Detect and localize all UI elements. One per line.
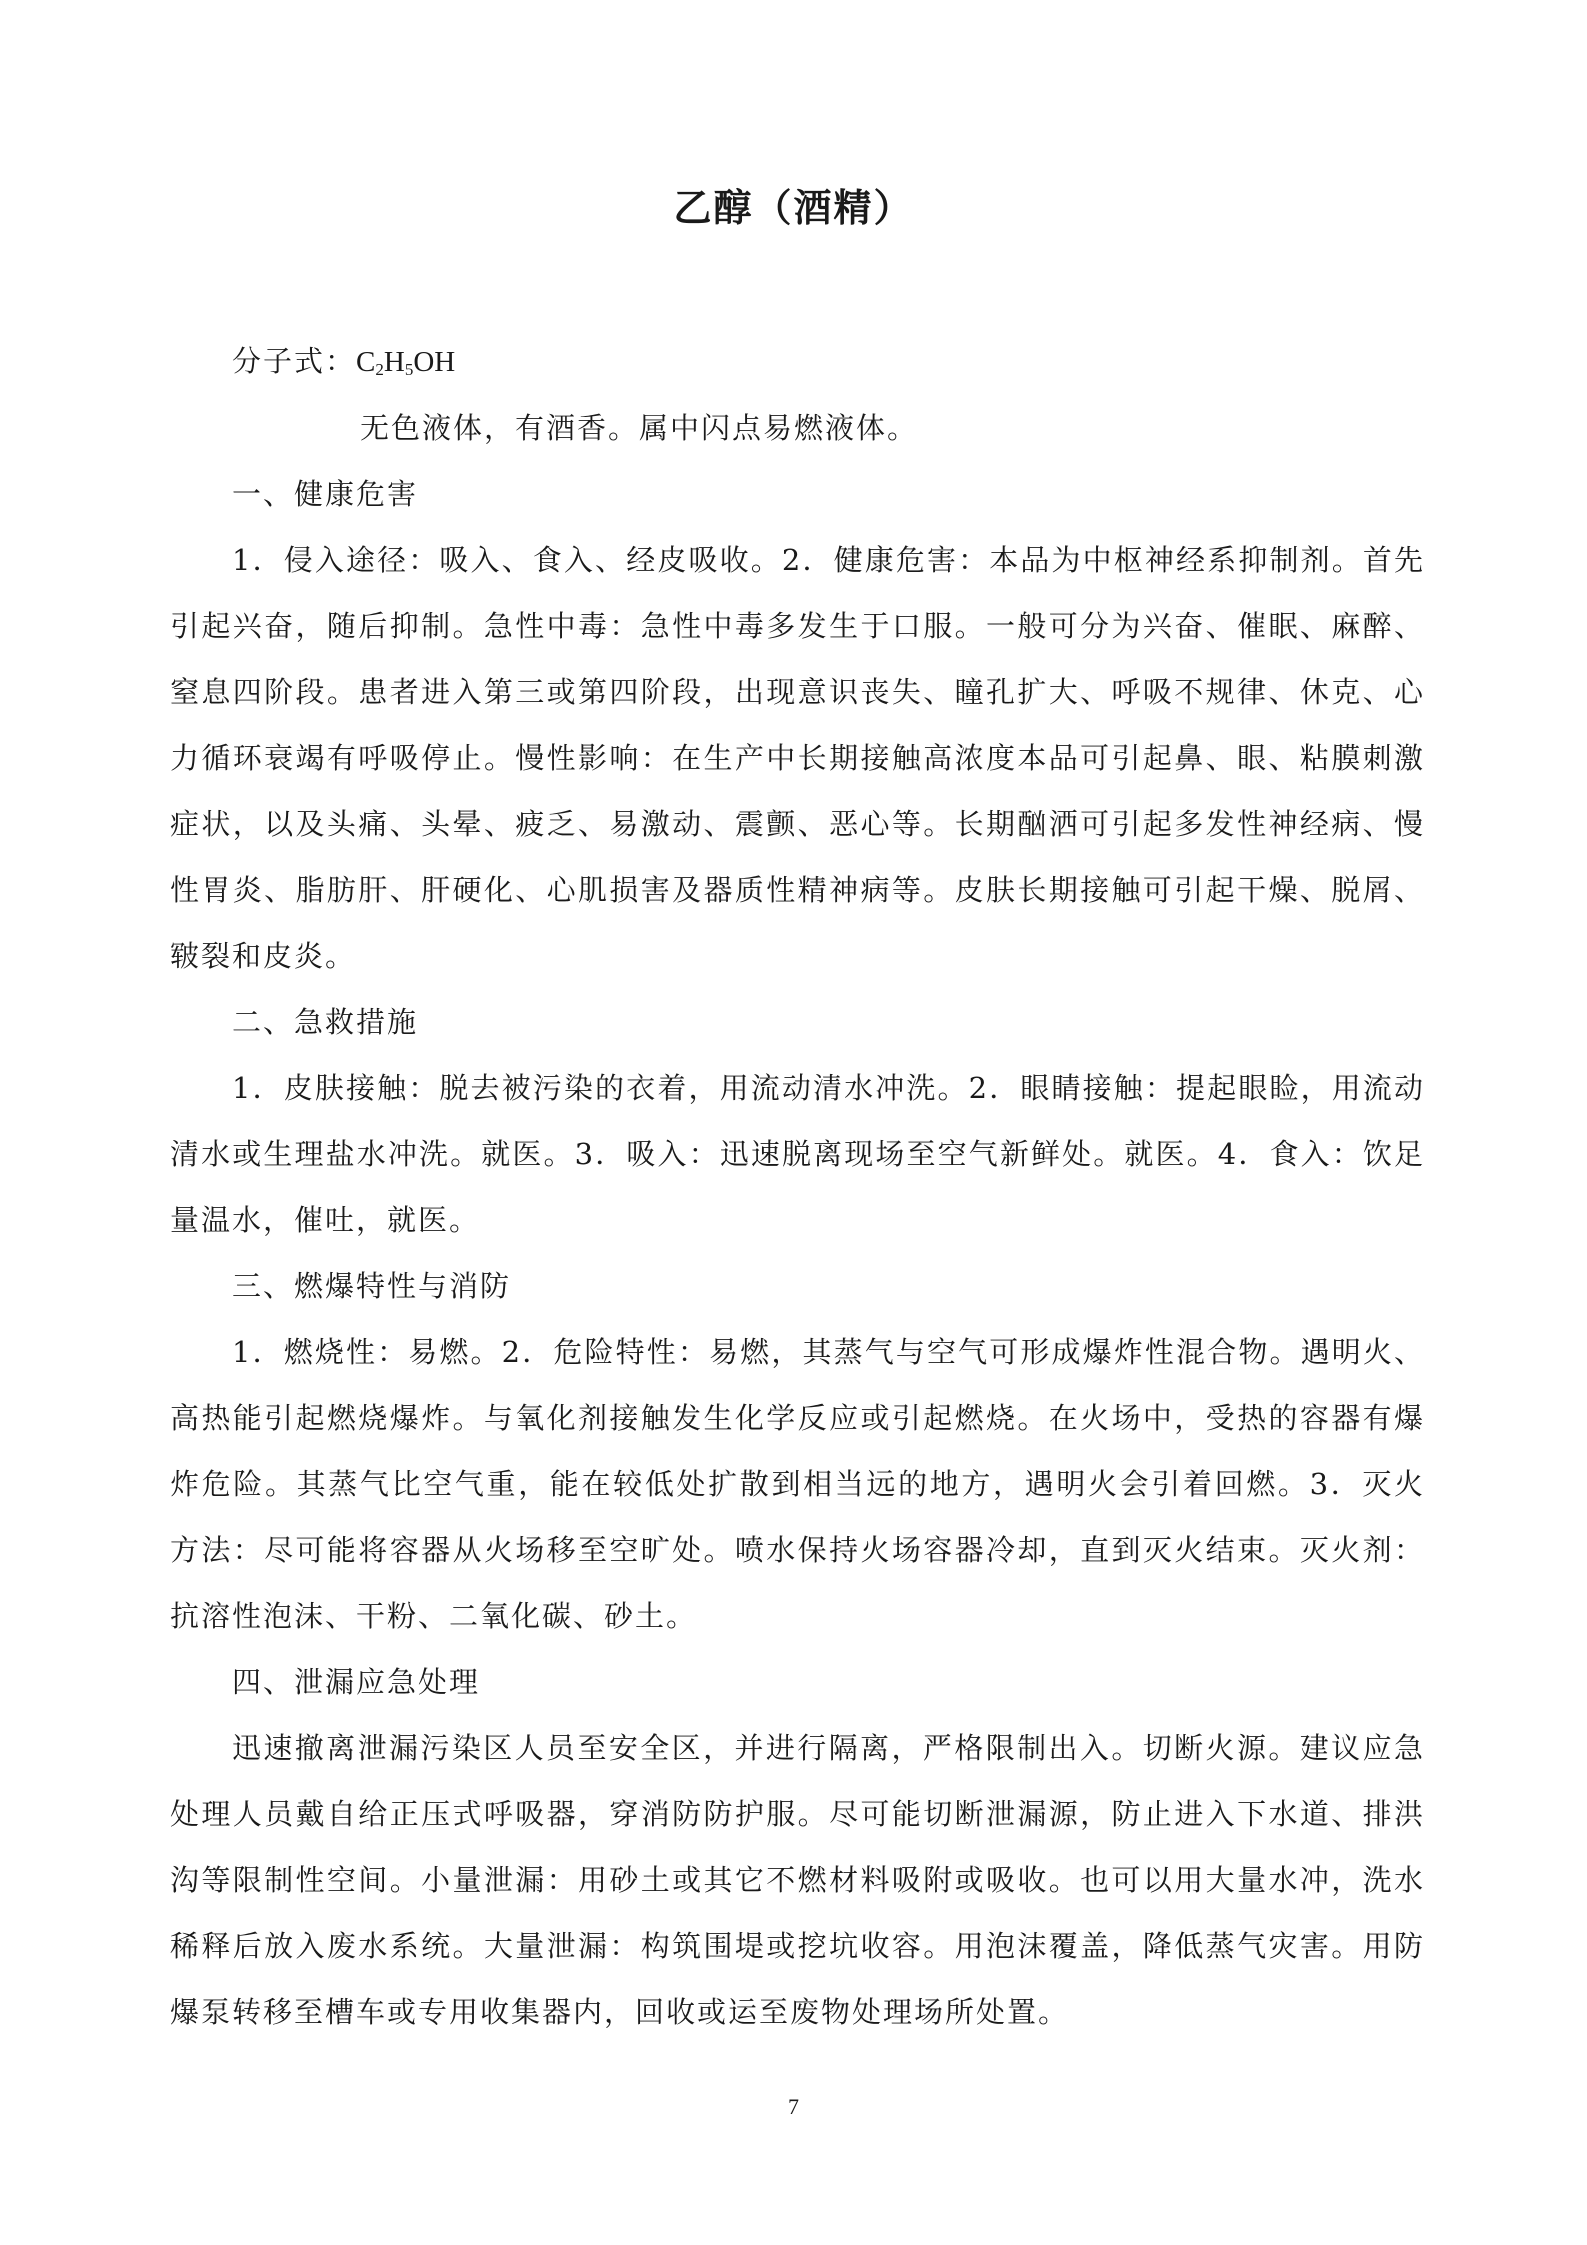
substance-description: 无色液体，有酒香。属中闪点易燃液体。 — [360, 411, 919, 445]
section-heading-fire: 三、燃爆特性与消防 — [232, 1269, 512, 1303]
document-body — [170, 328, 1425, 2045]
page-number: 7 — [788, 2094, 799, 2119]
section-heading-health: 一、健康危害 — [232, 477, 419, 511]
chemical-formula: $C_2H_5OH$ — [356, 346, 456, 379]
formula-label: 分子式： — [232, 344, 357, 378]
section-paragraph-first-aid: 1．皮肤接触：脱去被污染的衣着，用流动清水冲洗。2．眼睛接触：提起眼睑，用流动清水或生理盐水冲洗。就医。3．吸入：迅速脱离现场至空气新鲜处。就医。4．食入：饮足量温水，催吐，就医。 — [170, 1071, 1425, 1237]
section-heading-leak: 四、泄漏应急处理 — [232, 1665, 481, 1699]
section-paragraph-health: 1．侵入途径：吸入、食入、经皮吸收。2．健康危害：本品为中枢神经系抑制剂。首先引起兴奋，随后抑制。急性中毒：急性中毒多发生于口服。一般可分为兴奋、催眠、麻醉、窒息四阶段。患者进入第三或第四阶段，出现意识丧失、瞳孔扩大、呼吸不规律、休克、心力循环衰竭有呼吸停止。慢性影响：在生产中长期接触高浓度本品可引起鼻、眼、粘膜刺激症状，以及头痛、头晕、疲乏、易激动、震颤、恶心等。长期酗洒可引起多发性神经病、慢性胃炎、脂肪肝、肝硬化、心肌损害及器质性精神病等。皮肤长期接触可引起干燥、脱屑、皲裂和皮炎。 — [170, 543, 1425, 973]
page-title: 乙醇（酒精） — [673, 186, 914, 230]
section-paragraph-fire: 1．燃烧性：易燃。2．危险特性：易燃，其蒸气与空气可形成爆炸性混合物。遇明火、高热能引起燃烧爆炸。与氧化剂接触发生化学反应或引起燃烧。在火场中，受热的容器有爆炸危险。其蒸气比空气重，能在较低处扩散到相当远的地方，遇明火会引着回燃。3．灭火方法：尽可能将容器从火场移至空旷处。喷水保持火场容器冷却，直到灭火结束。灭火剂：抗溶性泡沫、干粉、二氧化碳、砂土。 — [170, 1335, 1425, 1633]
section-paragraph-leak: 迅速撤离泄漏污染区人员至安全区，并进行隔离，严格限制出入。切断火源。建议应急处理人员戴自给正压式呼吸器，穿消防防护服。尽可能切断泄漏源，防止进入下水道、排洪沟等限制性空间。小量泄漏：用砂土或其它不燃材料吸附或吸收。也可以用大量水冲，洗水稀释后放入废水系统。大量泄漏：构筑围堤或挖坑收容。用泡沫覆盖，降低蒸气灾害。用防爆泵转移至槽车或专用收集器内，回收或运至废物处理场所处置。 — [170, 1731, 1425, 2029]
section-heading-first-aid: 二、急救措施 — [232, 1005, 419, 1039]
molecular-formula-line — [170, 328, 1425, 395]
